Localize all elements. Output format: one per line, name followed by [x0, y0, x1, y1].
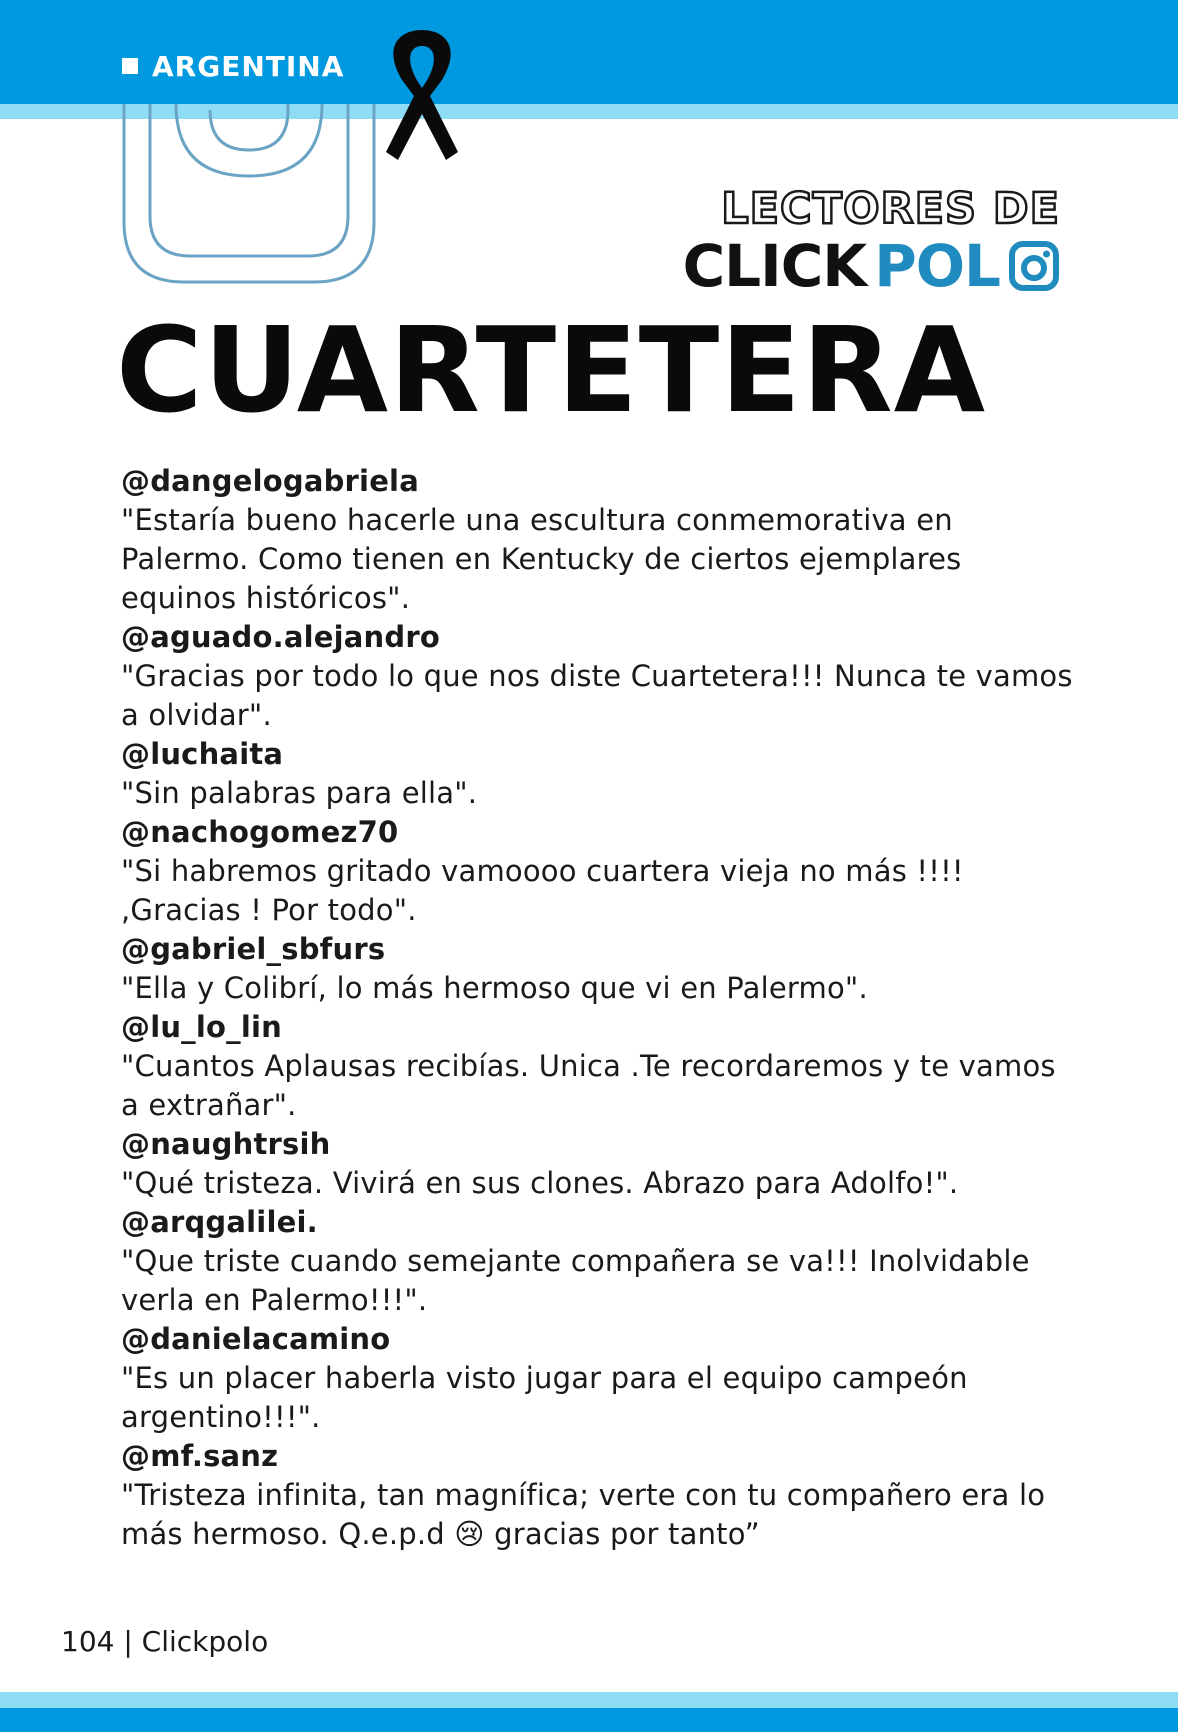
- comment-handle: @nachogomez70: [121, 815, 399, 849]
- comment-item: [121, 1320, 1081, 1437]
- section-name: ARGENTINA: [152, 49, 345, 83]
- section-label: [122, 46, 344, 86]
- page-title: CUARTETERA: [116, 301, 987, 439]
- instagram-outline-icon: [118, 104, 380, 288]
- comment-handle: @danielacamino: [121, 1322, 391, 1356]
- brand-tagline: LECTORES DE: [721, 184, 1060, 234]
- instagram-icon: [1008, 240, 1060, 292]
- reader-comments-list: [121, 462, 1081, 1554]
- comment-handle: @luchaita: [121, 737, 284, 771]
- comment-handle: @dangelogabriela: [121, 464, 419, 498]
- comment-text: "Tristeza infinita, tan magnífica; verte con tu compañero era lo más hermoso. Q.e.p.d 😢 gracias por tanto”: [121, 1478, 1046, 1551]
- bottom-color-band: [0, 1708, 1178, 1732]
- comment-text: "Es un placer haberla visto jugar para el equipo campeón argentino!!!".: [121, 1361, 968, 1434]
- comment-item: [121, 735, 1081, 813]
- comment-item: [121, 930, 1081, 1008]
- comment-handle: @gabriel_sbfurs: [121, 932, 386, 966]
- brand-block: [660, 184, 1060, 300]
- comment-text: "Que triste cuando semejante compañera se va!!! Inolvidable verla en Palermo!!!".: [121, 1244, 1030, 1317]
- square-bullet-icon: [122, 58, 138, 74]
- comment-handle: @lu_lo_lin: [121, 1010, 282, 1044]
- comment-item: [121, 462, 1081, 618]
- comment-text: "Gracias por todo lo que nos diste Cuartetera!!! Nunca te vamos a olvidar".: [121, 659, 1073, 732]
- comment-item: [121, 1008, 1081, 1125]
- comment-handle: @mf.sanz: [121, 1439, 279, 1473]
- comment-item: [121, 1437, 1081, 1554]
- comment-item: [121, 618, 1081, 735]
- comment-text: "Ella y Colibrí, lo más hermoso que vi en Palermo".: [121, 971, 868, 1005]
- brand-click-text: CLICK: [682, 232, 867, 300]
- comment-text: "Qué tristeza. Vivirá en sus clones. Abrazo para Adolfo!".: [121, 1166, 959, 1200]
- comment-handle: @naughtrsih: [121, 1127, 331, 1161]
- page-footer: 104 | Clickpolo: [61, 1625, 269, 1658]
- comment-text: "Cuantos Aplausas recibías. Unica .Te recordaremos y te vamos a extrañar".: [121, 1049, 1056, 1122]
- comment-text: "Si habremos gritado vamoooo cuartera vieja no más !!!! ,Gracias ! Por todo".: [121, 854, 964, 927]
- comment-text: "Estaría bueno hacerle una escultura conmemorativa en Palermo. Como tienen en Kentucky de ciertos ejemplares equinos históricos".: [121, 503, 962, 615]
- comment-handle: @aguado.alejandro: [121, 620, 440, 654]
- brand-logo: [682, 232, 1060, 300]
- brand-pol-text: POL: [874, 232, 1000, 300]
- comment-item: [121, 813, 1081, 930]
- comment-handle: @arqgalilei.: [121, 1205, 318, 1239]
- bottom-light-stripe: [0, 1692, 1178, 1708]
- comment-item: [121, 1125, 1081, 1203]
- comment-item: [121, 1203, 1081, 1320]
- comment-text: "Sin palabras para ella".: [121, 776, 478, 810]
- mourning-ribbon-icon: [372, 26, 472, 166]
